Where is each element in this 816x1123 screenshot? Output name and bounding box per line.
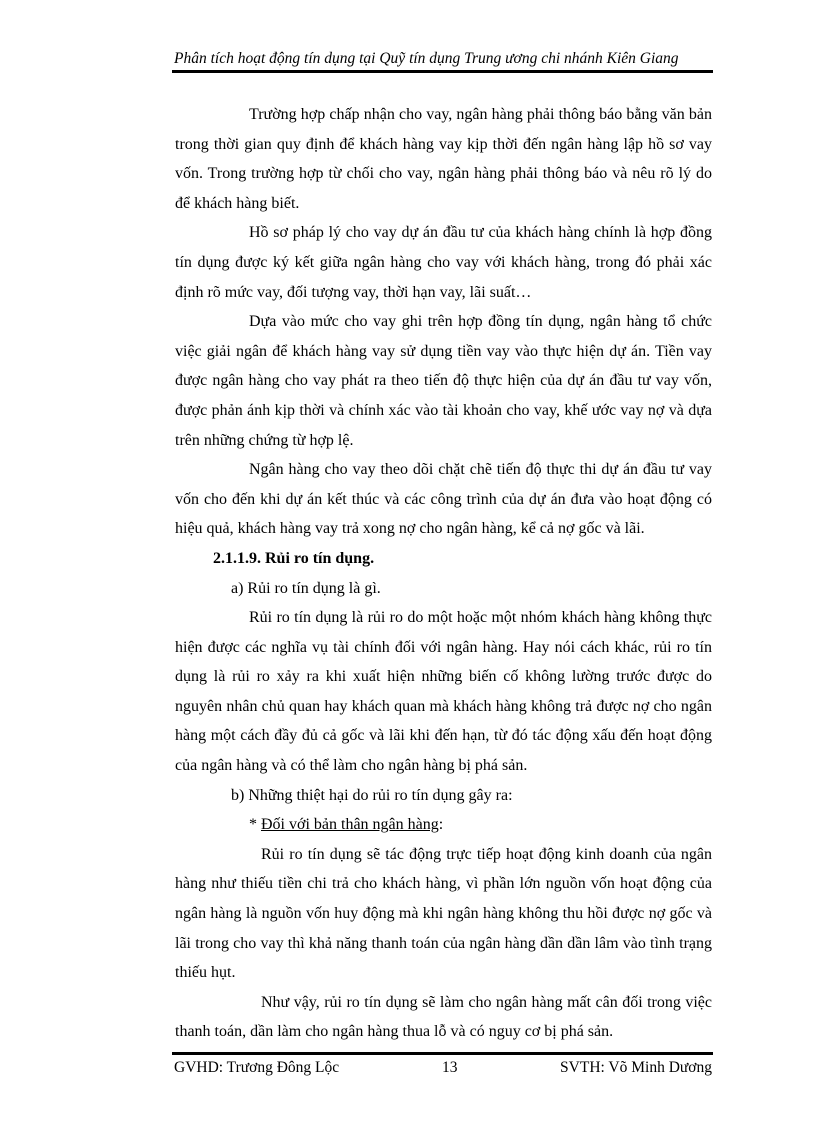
paragraph: Hồ sơ pháp lý cho vay dự án đầu tư của khách hàng chính là hợp đồng tín dụng được ký kết giữa ngân hàng cho vay với khách hàng, trong đó phải xác định rõ mức vay, đối tượng vay, thời hạn vay, lãi suất… [175, 224, 712, 301]
paragraph: Trường hợp chấp nhận cho vay, ngân hàng phải thông báo bằng văn bản trong thời gian quy định để khách hàng vay kịp thời đến ngân hàng lập hồ sơ vay vốn. Trong trường hợp từ chối cho vay, ngân hàng phải thông báo và nêu rõ lý do để khách hàng biết. [175, 106, 712, 212]
header-rule [172, 70, 713, 73]
subheading-a: a) Rủi ro tín dụng là gì. [231, 579, 381, 597]
footer-student: SVTH: Võ Minh Dương [560, 1059, 712, 1076]
paragraph: Ngân hàng cho vay theo dõi chặt chẽ tiến độ thực thi dự án đầu tư vay vốn cho đến khi dự án kết thúc và các công trình của dự án đưa vào hoạt động có hiệu quả, khách hàng vay trả xong nợ cho ngân hàng, kể cả nợ gốc và lãi. [175, 461, 712, 538]
running-header: Phân tích hoạt động tín dụng tại Quỹ tín dụng Trung ương chi nhánh Kiên Giang [174, 50, 679, 67]
section-heading: 2.1.1.9. Rủi ro tín dụng. [213, 549, 375, 567]
bullet-star: * [249, 816, 261, 834]
bullet-label: Đối với bản thân ngân hàng [261, 816, 439, 834]
paragraph: Như vậy, rủi ro tín dụng sẽ làm cho ngân hàng mất cân đối trong việc thanh toán, dần làm cho ngân hàng thua lỗ và có nguy cơ bị phá sản. [175, 993, 712, 1041]
footer-rule [172, 1052, 713, 1055]
body-text [175, 100, 712, 1047]
paragraph: Dựa vào mức cho vay ghi trên hợp đồng tín dụng, ngân hàng tổ chức việc giải ngân để khách hàng vay sử dụng tiền vay vào thực hiện dự án. Tiền vay được ngân hàng cho vay phát ra theo tiến độ thực hiện của dự án đầu tư vay vốn, được phản ánh kịp thời và chính xác vào tài khoản cho vay, khế ước vay nợ và dựa trên những chứng từ hợp lệ. [175, 313, 712, 449]
bullet-colon: : [438, 816, 444, 834]
page-number: 13 [442, 1059, 458, 1076]
paragraph: Rủi ro tín dụng là rủi ro do một hoặc một nhóm khách hàng không thực hiện được các nghĩa vụ tài chính đối với ngân hàng. Hay nói cách khác, rủi ro tín dụng là rủi ro xảy ra khi xuất hiện những biến cố không lường trước được do nguyên nhân chủ quan hay khách quan mà khách hàng không trả được nợ cho ngân hàng một cách đầy đủ cả gốc và lãi khi đến hạn, từ đó tác động xấu đến hoạt động của ngân hàng và có thể làm cho ngân hàng bị phá sản. [175, 609, 712, 775]
paragraph: Rủi ro tín dụng sẽ tác động trực tiếp hoạt động kinh doanh của ngân hàng như thiếu tiền chi trả cho khách hàng, vì phần lớn nguồn vốn hoạt động của ngân hàng là nguồn vốn huy động mà khi ngân hàng không thu hồi được nợ gốc và lãi trong cho vay thì khả năng thanh toán của ngân hàng dần dần lâm vào tình trạng thiếu hụt. [175, 845, 712, 982]
bullet-heading [175, 810, 712, 840]
footer-advisor: GVHD: Trương Đông Lộc [174, 1059, 340, 1076]
subheading-b: b) Những thiệt hại do rủi ro tín dụng gây ra: [231, 786, 513, 804]
